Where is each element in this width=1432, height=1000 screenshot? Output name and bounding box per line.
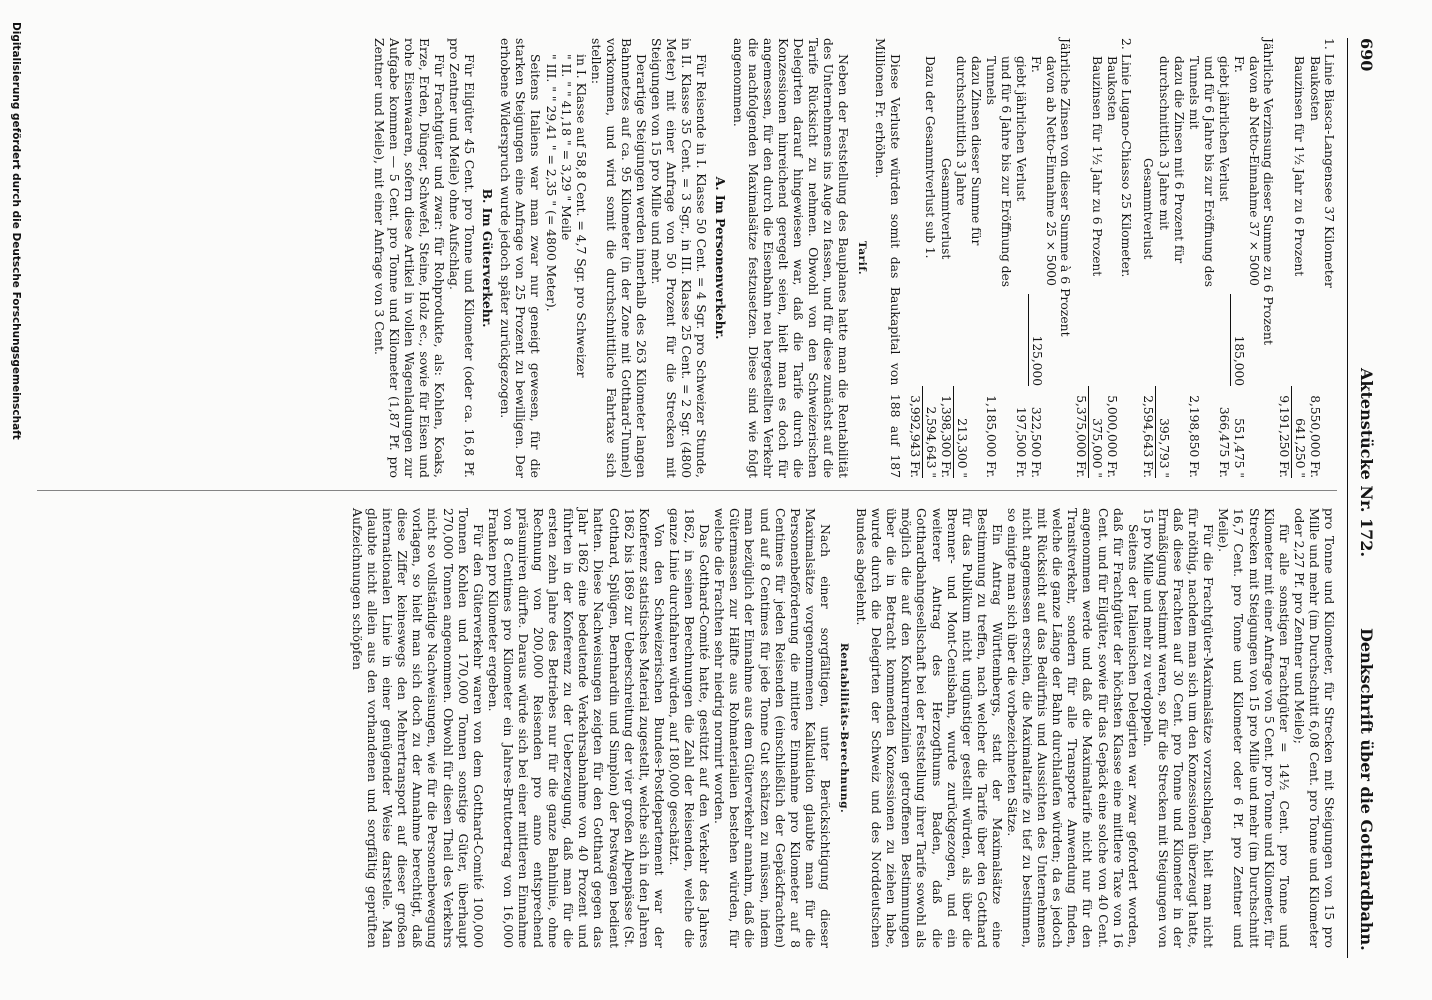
tarif-heading: Tarif. [856,240,869,276]
ledger-label: giebt jährlichen Verlust [1014,56,1029,202]
ledger-label: Bauzinsen für 1½ Jahr zu 6 Prozent [1292,56,1307,277]
ledger-unit: Fr. [1307,461,1322,478]
section-a-heading: A. Im Personenverkehr. [712,176,728,340]
body-paragraph: für alle sonstigen Frachtgüter = 14½ Cent. pro Tonne und Kilometer mit einer Anfrage von 5 Cent. pro Tonne und Kilometer, für Strecken mit Steigungen von 15 pro Mille und mehr (im Durchschnitt 16,7 Cent. pro Tonne und Kilometer oder 6 Pf. pro Zentner und Meile). [1216,508,1292,948]
rentabilitaet-heading: Rentabilitäts-Berechnung. [838,642,850,814]
ledger-amount: 1,185,000 [984,395,999,458]
body-paragraph: Für die Frachtgüter-Maximalsätze vorzuschlagen, hielt man nicht für nöthig, nachdem man sich um den Konzessionen überzeugt hatte, daß diese Frachten auf 30 Cent. pro Tonne und Kilometer in der Ermäßigung bestimmt waren, so für die Strecken mit Steigungen von 15 pro Mille und mehr zu verdoppeln. [1140,508,1217,948]
body-paragraph: Seitens der Italienischen Delegirten war zwar gefordert worden, daß für Frachtgüter der höchsten Klasse eine mittlere Taxe von 16 Cent. und für Eilgüter, sowie für das Gepäck eine solche von 40 Cent. angenommen werde und daß die Maximaltarife nicht nur für den Transitverkehr, sondern für alle Transporte Anwendung finden, welche die ganze Länge der Bahn durchlaufen würden; da es jedoch mit Rücksicht auf das Bedürfnis und Aussichten des Unternehmens nicht angemessen erschien, die Maximaltarife zu tief zu bestimmen, so einigte man sich über die vorbezeichneten Sätze. [1005,508,1141,948]
ledger-label: davon ab Netto-Einnahme 25 × 5000 Fr. [1029,56,1059,286]
ledger-amount: 213,300 [954,418,969,469]
digitization-note-text: Digitalisierung gefördert durch die Deutsche Forschungsgemeinschaft [10,22,22,440]
ledger-label: Gesammtverlust [938,158,953,260]
ledger-unit: Fr. [1014,461,1029,478]
page-header [1347,38,1382,958]
ledger2b [907,38,1059,478]
conclusion: Diese Verluste würden somit das Baukapital von 188 auf 187 Millionen Fr. erhöhen. [872,38,903,478]
digitization-note [4,0,24,1000]
ledger-label: Dazu der Gesammtverlust sub 1. [923,56,938,259]
ledger-amount: 2,198,850 [1186,395,1201,458]
ledger-label: Baukosten [1307,56,1322,122]
body-paragraph: Nach einer sorgfältigen, unter Berücksichtigung dieser Maximalsätze vorgenommenen Kalkulation glaubte man für die Personenbeförderung die mittlere Einnahme pro Kilometer auf 8 Centimes für jeden Reisenden (einschließlich der Gepäckfrachten) und auf 8 Centimes für jede Tonne Gut schätzen zu müssen, indem man bezüglich der Einnahme aus dem Güterverkehr annahm, daß die Gütermassen zur Hälfte aus Rohmaterialien bestehen würden, für welche die Frachten sehr niedrig normirt worden. [712,508,833,948]
ledger-label: dazu die Zinsen mit 6 Prozent für durchschnittlich 3 Jahre mit [1156,56,1186,264]
ledger-unit: Fr. [1276,461,1291,478]
ledger-unit: Fr. [984,461,999,478]
left-column [371,38,1337,478]
body-paragraph: pro Tonne und Kilometer, für Strecken mit Steigungen von 15 pro Mille und mehr (im Durchschnitt 6,08 Cent. pro Tonne und Kilometer oder 2,27 Pf. pro Zentner und Meile); [1291,508,1337,948]
right-column [350,508,1337,948]
header-title-left: Aktenstücke Nr. 172. [1357,368,1376,558]
ledger-label: giebt jährlichen Verlust [1216,56,1231,202]
page-number: 690 [1357,38,1376,72]
ledger-unit: " [1090,472,1105,478]
ledger-label: und für 6 Jahre bis zur Eröffnung des Tunnels mit [1186,56,1216,287]
ledger1 [1276,38,1322,478]
ledger-unit: Fr. [1074,461,1089,478]
ledger-amount: 125,000 [1029,335,1044,386]
ledger-amount: 322,500 [1029,406,1044,458]
ledger-total: 9,191,250 [1276,395,1291,458]
section-b-heading: B. Im Güterverkehr. [480,188,496,328]
ledger-amount: 375,000 [1090,418,1105,469]
ledger-amount: 395,793 [1157,418,1172,469]
personen-row: " II. " " 41,18 " = 3,29 " Meile [558,54,574,241]
item1-title: 1. Linie Biasca-Langensee 37 Kilometer [1322,38,1337,288]
body-paragraph: Für den Güterverkehr waren von dem Gotthard-Comité 100,000 Tonnen Kohlen und 170,000 Tonnen sonstige Güter, überhaupt 270,000 Tonnen angenommen. Obwohl für diesen Theil des Verkehrs nicht so vollständige Nachweisungen, wie für die Personenbewegung vorlagen, so hielt man sich doch zu der Annahme berechtigt, daß diese Ziffer keineswegs den Mehrertransport auf dieser großen internationalen Linie in einer genügender Weise darstelle. Man glaubte nicht allein aus den vorhandenen und sorgfältig geprüften Aufzeichnungen schöpfen [350,508,486,948]
ledger-label: Gesammtverlust [1141,158,1156,260]
ledger-amount: 551,475 [1231,418,1246,469]
ledger-amount: 1,398,300 [938,395,953,458]
ledger-total: 2,594,643 [1141,395,1156,458]
gueter-paragraph: Für Frachtgüter und zwar: für Rohprodukte, als: Kohlen, Koaks, Erze, Erden, Dünger, Schwefel, Steine, Holz ec., sowie für Eisen und rohe Eisenwaaren, sofern diese Artikel in vollen Wagenladungen zur Aufgabe kommen — 5 Cent. pro Tonne und Kilometer (1,87 Pf. pro Zentner und Meile), mit einer Anfrage von 3 Cent. [371,38,447,478]
ledger-amount: 8,550,000 [1307,395,1322,458]
body-paragraph: Ein Antrag Württembergs, statt der Maximalsätze eine Bestimmung zu treffen, nach welcher die Tarife über den Gotthard für das Publikum nicht ungünstiger gestellt würden, als über die Brenner- und Mont-Cenisbahn, wurde zurückgezogen, und ein weiterer Antrag des Herzogthums Baden, daß die Gotthardbahngesellschaft bei der Feststellung ihrer Tarife sowohl als möglich die auf den Konkurrenzlinien getroffenen Bestimmungen über die in Betracht kommenden Konzessionen zu ziehen habe, wurde durch die Delegirten der Schweiz und des Norddeutschen Bundes abgelehnt. [854,508,1005,948]
ledger-amount: 641,250 [1292,418,1307,469]
ledger-label: dazu Zinsen dieser Summe für durchschnittlich 3 Jahre [954,56,984,246]
ledger-label: Bauzinsen für 1½ Jahr zu 6 Prozent [1089,56,1104,277]
ledger-unit: " [1292,472,1307,478]
ledger-label: davon ab Netto-Einnahme 37 × 5000 Fr. [1231,56,1261,286]
tarif-paragraph: Neben der Feststellung des Bauplanes hatte man die Rentabilität des Unternehmens ins Auge zu fassen, und für diese zunächst auf die Tarife Rücksicht zu nehmen. Obwohl von den Schweizerischen Delegirten darauf hingewiesen war, daß die Tarife durch die Konzessionen hinreichend geregelt seien, hielt man es doch für angemessen, für den durch die Eisenbahn neu hergestellten Verkehr die nachfolgenden Maximalsätze festzusetzen. Diese sind wie folgt angenommen. [730,38,852,478]
header-title-right: Denkschrift über die Gotthardbahn. [1357,628,1376,951]
ledger-unit: " [954,472,969,478]
personen-row: in I. Klasse auf 58,8 Cent. = 4,7 Sgr. pro Schweizer [573,54,589,378]
gueter-paragraph: Für Eilgüter 45 Cent. pro Tonne und Kilometer (oder ca. 16,8 Pf. pro Zentner und Meile) ohne Aufschlag. [447,38,478,478]
ledger-unit: Fr. [938,461,953,478]
ledger-unit: Fr. [1186,461,1201,478]
ledger-unit: " [1157,472,1172,478]
ledger-unit: " [1231,472,1246,478]
ledger-amount: 185,000 [1232,335,1247,386]
personen-row: " III. " " 29,41 " = 2,35 " (= 4800 Meter). [543,54,559,312]
ledger-total: 3,992,943 [907,395,922,458]
ledger-unit: " [923,472,938,478]
ledger-unit: Fr. [907,461,922,478]
ledger2b-intro: Jährliche Zinsen von dieser Summe à 6 Prozent [1058,38,1074,337]
ledger1b-intro: Jährliche Verzinsung dieser Summe zu 6 Prozent [1260,38,1276,345]
ledger-unit: Fr. [1216,461,1231,478]
ledger-amount: 366,475 [1216,406,1231,458]
ledger-unit: Fr. [1029,461,1044,478]
column-divider [37,490,1337,491]
ledger-amount: 197,500 [1014,406,1029,458]
personen-intro: Für Reisende in I. Klasse 50 Cent. = 4 Sgr. pro Schweizer Stunde, in II. Klasse 35 Cent. = 3 Sgr., in III. Klasse 25 Cent. = 2 Sgr. (4800 Meter) mit einer Anfrage von 50 Prozent für die Strecken mit Steigungen von 15 pro Mille und mehr. [649,38,710,478]
body-paragraph: Das Gotthard-Comité hatte, gestützt auf den Verkehr des Jahres 1862, in seinen Berechnungen die Zahl der Reisenden, welche die ganze Linie durchfahren würden, auf 180,000 geschätzt. [666,508,713,948]
personen-paragraph: Derartige Steigungen werden innerhalb des 263 Kilometer langen Bahnnetzes auf ca. 95 Kilometer (in der Zone mit Gotthard-Tunnel) vorkommen, und wird somit die durchschnittliche Fahrtaxe sich stellen: [588,38,650,478]
body-paragraph: Von den Schweizerischen Bundes-Postdepartement war der Konferenz statistisches Material zugestellt, welche sich in den Jahren 1862 bis 1869 zur Ueberschreitung der vier großen Alpenpässe (St. Gotthard, Splügen, Bernhardin und Simplon) der Postwagen bedient hatten. Diese Nachweisungen zeigten für den Gotthard gegen das Jahr 1862 eine bedeutende Verkehrsabnahme von 40 Prozent und führten in der Konferenz zu der Ueberzeugung, daß man für die ersten zehn Jahre des Betriebes nur für die ganze Bahnlinie, ohne Rechnung von 200,000 Reisenden pro anno entsprechend präsumiren dürfte. Daraus würde sich bei einer mittleren Einnahme von 8 Centimes pro Kilometer ein Jahres-Bruttoertrag von 16,000 Franken pro Kilometer ergeben. [485,508,667,948]
ledger2 [1073,38,1119,478]
ledger-label: Baukosten [1105,56,1120,122]
personen-paragraph: Seitens Italiens war man zwar nur geneigt gewesen, für die starken Steigungen eine Anfrage von 25 Prozent zu bewilligen. Der erhobene Widerspruch wurde jedoch später zurückgezogen. [498,38,544,478]
ledger-total: 5,375,000 [1074,395,1089,458]
ledger1b [1140,38,1261,478]
item2-title: 2. Linie Lugano-Chiasso 25 Kilometer. [1119,38,1135,278]
ledger-amount: 5,000,000 [1105,395,1120,458]
ledger-unit: Fr. [1105,461,1120,478]
ledger-label: und für 6 Jahre bis zur Eröffnung des Tunnels [984,56,1014,287]
ledger-unit: Fr. [1141,461,1156,478]
ledger-amount: 2,594,643 [923,406,938,469]
